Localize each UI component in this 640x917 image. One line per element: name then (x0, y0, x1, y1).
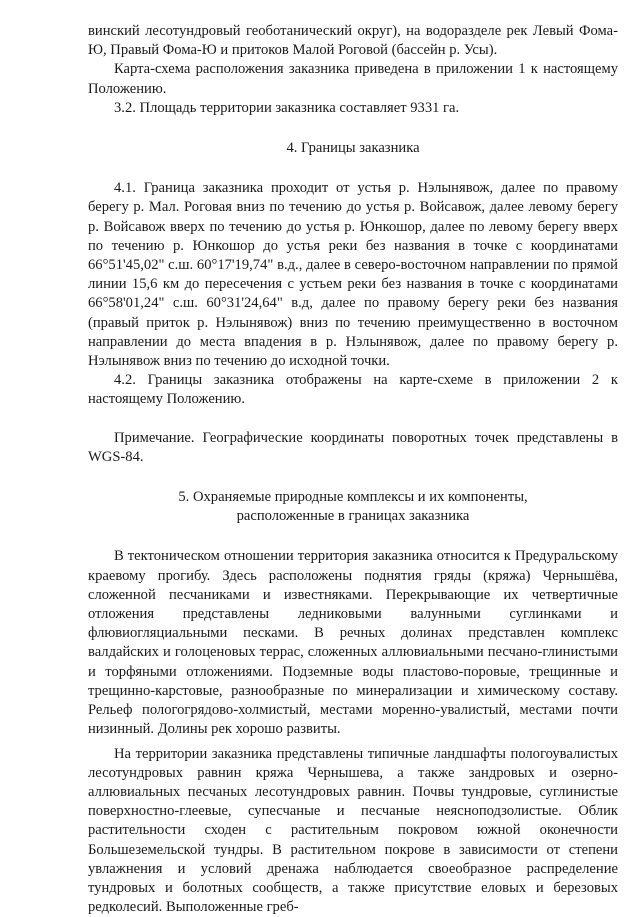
tectonics-paragraph: В тектоническом отношении территория заказника относится к Предуральскому краевому прогибу. Здесь расположены поднятия гряды (кряжа) Чернышёва, сложенной песчаниками и известняками. Перекрывающие их четвертичные отложения представлены ледниковыми валунными суглинками и флювиогляциальными песками. В речных долинах представлен комплекс валдайских и голоценовых террас, сложенных аллювиальными песчано-глинистыми и торфяными отложениями. Подземные воды пластово-поровые, трещинные и трещинно-карстовые, разнообразные по минерализации и химическому составу. Рельеф пологогрядово-холмистый, местами моренно-увалистый, местами почти низинный. Долины рек хорошо развиты. (88, 547, 618, 739)
map-reference-paragraph: Карта-схема расположения заказника приведена в приложении 1 к настоящему Положению. (88, 60, 618, 98)
coordinates-note: Примечание. Географические координаты поворотных точек представлены в WGS-84. (88, 429, 618, 467)
area-paragraph: 3.2. Площадь территории заказника составляет 9331 га. (88, 99, 618, 118)
boundary-map-paragraph: 4.2. Границы заказника отображены на карте-схеме в приложении 2 к настоящему Положению. (88, 371, 618, 409)
section-5-heading-line2: расположенные в границах заказника (88, 507, 618, 526)
landscapes-paragraph: На территории заказника представлены типичные ландшафты пологоувалистых лесотундровых равнин кряжа Чернышева, а также зандровых и озерно-аллювиальных песчаных лесотундровых равнин. Почвы тундровые, суглинистые поверхностно-глеевые, супесчаные и песчаные неясноподзолистые. Облик растительности сходен с растительным покровом южной оконечности Большеземельской тундры. В растительном покрове в зависимости от степени увлажнения и условий дренажа наблюдается своеобразное распределение тундровых и болотных сообществ, а также присутствие еловых и березовых редколесий. Выположенные греб- (88, 745, 618, 917)
section-4-heading: 4. Границы заказника (88, 139, 618, 158)
intro-paragraph: винский лесотундровый геоботанический округ), на водоразделе рек Левый Фома-Ю, Правый Фома-Ю и притоков Малой Роговой (бассейн р. Усы). (88, 22, 618, 60)
section-5-heading-line1: 5. Охраняемые природные комплексы и их компоненты, (88, 488, 618, 507)
boundary-paragraph: 4.1. Граница заказника проходит от устья р. Нэлынявож, далее по правому берегу р. Мал. Роговая вниз по течению до устья р. Войсавож, далее левому берегу р. Войсавож вверх по течению до устья р. Юнкошор, далее по левому берегу вверх по течению р. Юнкошор до устья реки без названия в точке с координатами 66°51'45,02" с.ш. 60°17'19,74" в.д., далее в северо-восточном направлении по прямой линии 15,6 км до пересечения с устьем реки без названия в точке с координатами 66°58'01,24" с.ш. 60°31'24,64" в.д, далее по правому берегу реки без названия (правый приток р. Нэлынявож) вниз по течению преимущественно в восточном направлении до места впадения в р. Нэлынявож, далее по правому берегу р. Нэлынявож вниз по течению до исходной точки. (88, 179, 618, 371)
